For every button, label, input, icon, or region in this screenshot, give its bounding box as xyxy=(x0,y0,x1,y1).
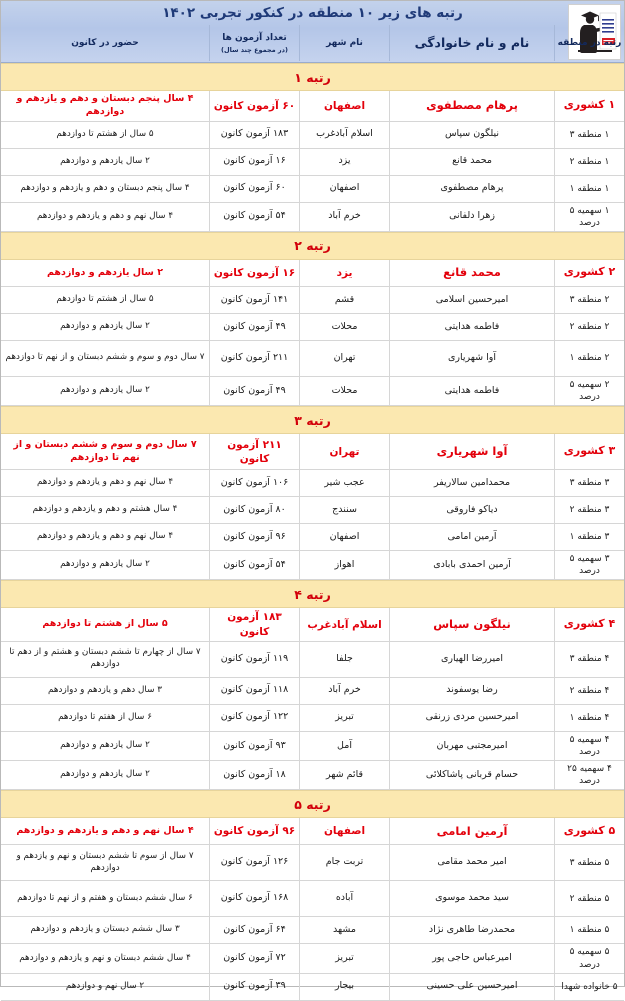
cell-exams: ۱۲۶ آزمون کانون xyxy=(209,845,299,880)
cell-city: قائم شهر xyxy=(299,761,389,789)
cell-attendance: ۷ سال از چهارم تا ششم دبستان و هشتم و از دهم تا دوازدهم xyxy=(9,647,201,670)
table-row xyxy=(1,149,624,176)
table-row xyxy=(1,341,624,377)
cell-name: نیلگون سپاس xyxy=(389,122,554,148)
cell-name: آرمین امامی xyxy=(389,818,554,844)
cell-exams: ۱۸ آزمون کانون xyxy=(209,761,299,789)
cell-attendance: ۳ سال دهم و یازدهم و دوازدهم xyxy=(48,684,162,695)
cell-attendance: ۵ سال از هشتم تا دوازدهم xyxy=(56,293,154,304)
cell-city: اصفهان xyxy=(299,818,389,844)
table-row xyxy=(1,974,624,1001)
column-header-attendance xyxy=(1,25,209,61)
cell-rank: ۴ منطقه ۱ xyxy=(554,705,624,731)
cell-city: یزد xyxy=(299,260,389,286)
table-row xyxy=(1,524,624,551)
cell-city: اصفهان xyxy=(299,176,389,202)
table-row xyxy=(1,761,624,790)
cell-rank: ۳ سهمیه ۵ درصد xyxy=(554,551,624,579)
cell-exams: ۵۴ آزمون کانون xyxy=(209,203,299,231)
cell-name: فاطمه هدایتی xyxy=(389,314,554,340)
cell-name: آوا شهریاری xyxy=(389,341,554,376)
rank-group xyxy=(1,232,624,406)
cell-attendance: ۲ سال یازدهم و دوازدهم xyxy=(60,740,150,751)
cell-name: محمدامین سالاریفر xyxy=(389,470,554,496)
cell-city: سنندج xyxy=(299,497,389,523)
cell-rank: ۵ خانواده شهدا xyxy=(554,974,624,1000)
cell-exams: ۶۰ آزمون کانون xyxy=(209,91,299,121)
cell-attendance: ۲ سال یازدهم و دوازدهم xyxy=(60,155,150,166)
cell-name: دیاکو فاروقی xyxy=(389,497,554,523)
cell-city: قشم xyxy=(299,287,389,313)
cell-rank: ۴ منطقه ۳ xyxy=(554,642,624,677)
cell-city: جلفا xyxy=(299,642,389,677)
cell-rank: ۵ منطقه ۱ xyxy=(554,917,624,943)
table-row xyxy=(1,91,624,122)
table-row xyxy=(1,917,624,944)
rank-group-band: رتبه ۵ xyxy=(1,790,624,818)
cell-attendance: ۲ سال نهم و دوازدهم xyxy=(65,980,145,991)
cell-city: خرم آباد xyxy=(299,678,389,704)
cell-rank: ۱ منطقه ۲ xyxy=(554,149,624,175)
cell-exams: ۶۴ آزمون کانون xyxy=(209,917,299,943)
cell-attendance: ۴ سال پنجم دبستان و دهم و یازدهم و دوازدهم xyxy=(16,93,194,117)
cell-city: اهواز xyxy=(299,551,389,579)
cell-exams: ۸۰ آزمون کانون xyxy=(209,497,299,523)
table-row xyxy=(1,642,624,678)
cell-rank: ۲ منطقه ۲ xyxy=(554,314,624,340)
cell-city: خرم آباد xyxy=(299,203,389,231)
cell-rank: ۱ منطقه ۱ xyxy=(554,176,624,202)
rank-group-band: رتبه ۴ xyxy=(1,580,624,608)
cell-attendance: ۴ سال هشتم و دهم و یازدهم و دوازدهم xyxy=(32,504,178,515)
cell-rank: ۵ منطقه ۲ xyxy=(554,881,624,916)
column-header-city xyxy=(299,25,389,61)
cell-name: آرمین امامی xyxy=(389,524,554,550)
cell-exams: ۵۴ آزمون کانون xyxy=(209,551,299,579)
column-header-name-label: نام و نام خانوادگی xyxy=(414,34,530,50)
cell-exams: ۲۱۱ آزمون کانون xyxy=(209,434,299,469)
rank-group xyxy=(1,63,624,232)
table-row xyxy=(1,377,624,406)
cell-exams: ۱۸۳ آزمون کانون xyxy=(209,608,299,640)
cell-exams: ۹۶ آزمون کانون xyxy=(209,524,299,550)
cell-exams: ۷۲ آزمون کانون xyxy=(209,944,299,972)
cell-name: زهرا دلفانی xyxy=(389,203,554,231)
cell-name: فاطمه هدایتی xyxy=(389,377,554,405)
cell-exams: ۹۳ آزمون کانون xyxy=(209,732,299,760)
cell-name: نیلگون سپاس xyxy=(389,608,554,640)
table-row xyxy=(1,732,624,761)
cell-attendance: ۶ سال از هفتم تا دوازدهم xyxy=(58,711,152,722)
cell-rank: ۲ کشوری xyxy=(554,260,624,286)
cell-city: تهران xyxy=(299,341,389,376)
rank-group-band: رتبه ۱ xyxy=(1,63,624,91)
cell-attendance: ۴ سال ششم دبستان و نهم و یازدهم و دوازدهم xyxy=(19,952,191,963)
cell-rank: ۱ کشوری xyxy=(554,91,624,121)
cell-rank: ۲ منطقه ۳ xyxy=(554,287,624,313)
cell-name: حسام قربانی پاشاکلائی xyxy=(389,761,554,789)
table-row xyxy=(1,287,624,314)
table-row xyxy=(1,122,624,149)
cell-attendance: ۷ سال دوم و سوم و ششم دبستان و از نهم تا دوازدهم xyxy=(13,438,197,463)
cell-name: آوا شهریاری xyxy=(389,434,554,469)
table-row xyxy=(1,881,624,917)
cell-city: بیجار xyxy=(299,974,389,1000)
table-row xyxy=(1,678,624,705)
cell-city: آمل xyxy=(299,732,389,760)
column-header-rank xyxy=(554,25,624,61)
cell-name: محمد قانع xyxy=(389,260,554,286)
cell-name: آرمین احمدی بابادی xyxy=(389,551,554,579)
cell-exams: ۱۸۳ آزمون کانون xyxy=(209,122,299,148)
cell-attendance: ۲ سال یازدهم و دوازدهم xyxy=(46,266,164,278)
cell-name: امیررضا الهیاری xyxy=(389,642,554,677)
page-title: رتبه های زیر ۱۰ منطقه در کنکور تجربی ۱۴۰۲ xyxy=(162,5,463,21)
table-row xyxy=(1,705,624,732)
column-headers xyxy=(1,25,624,61)
table-row xyxy=(1,203,624,232)
title-row xyxy=(1,1,624,25)
cell-attendance: ۴ سال نهم و دهم و یازدهم و دوازدهم xyxy=(16,824,194,836)
cell-city: عجب شیر xyxy=(299,470,389,496)
cell-city: اصفهان xyxy=(299,524,389,550)
cell-rank: ۱ سهمیه ۵ درصد xyxy=(554,203,624,231)
cell-attendance: ۵ سال از هشتم تا دوازدهم xyxy=(42,618,168,630)
table-row xyxy=(1,434,624,470)
rank-group-band: رتبه ۳ xyxy=(1,406,624,434)
cell-exams: ۱۰۶ آزمون کانون xyxy=(209,470,299,496)
cell-rank: ۴ منطقه ۲ xyxy=(554,678,624,704)
cell-exams: ۱۱۸ آزمون کانون xyxy=(209,678,299,704)
cell-rank: ۵ سهمیه ۵ درصد xyxy=(554,944,624,972)
cell-exams: ۹۶ آزمون کانون xyxy=(209,818,299,844)
column-header-name xyxy=(389,25,554,61)
cell-city: محلات xyxy=(299,314,389,340)
rank-group-band: رتبه ۲ xyxy=(1,232,624,260)
cell-rank: ۵ کشوری xyxy=(554,818,624,844)
cell-city: اصفهان xyxy=(299,91,389,121)
cell-name: امیرعباس حاجی پور xyxy=(389,944,554,972)
table-row xyxy=(1,314,624,341)
cell-exams: ۱۲۲ آزمون کانون xyxy=(209,705,299,731)
cell-city: تربت جام xyxy=(299,845,389,880)
column-header-exams xyxy=(209,25,299,61)
rank-group xyxy=(1,790,624,1000)
table-row xyxy=(1,944,624,973)
cell-name: امیر محمد مقامی xyxy=(389,845,554,880)
cell-attendance: ۲ سال یازدهم و دوازدهم xyxy=(60,320,150,331)
cell-attendance: ۴ سال نهم و دهم و یازدهم و دوازدهم xyxy=(36,477,174,488)
cell-exams: ۲۱۱ آزمون کانون xyxy=(209,341,299,376)
cell-exams: ۱۶۸ آزمون کانون xyxy=(209,881,299,916)
cell-attendance: ۴ سال پنجم دبستان و دهم و یازدهم و دوازدهم xyxy=(20,182,190,193)
cell-rank: ۲ سهمیه ۵ درصد xyxy=(554,377,624,405)
cell-rank: ۴ کشوری xyxy=(554,608,624,640)
cell-exams: ۴۹ آزمون کانون xyxy=(209,314,299,340)
table-row xyxy=(1,260,624,287)
cell-city: تبریز xyxy=(299,944,389,972)
cell-exams: ۴۹ آزمون کانون xyxy=(209,377,299,405)
cell-rank: ۳ کشوری xyxy=(554,434,624,469)
cell-attendance: ۲ سال یازدهم و دوازدهم xyxy=(60,559,150,570)
cell-rank: ۲ منطقه ۱ xyxy=(554,341,624,376)
cell-name: محمد قانع xyxy=(389,149,554,175)
cell-exams: ۱۶ آزمون کانون xyxy=(209,260,299,286)
page-header xyxy=(1,1,624,63)
cell-attendance: ۴ سال نهم و دهم و یازدهم و دوازدهم xyxy=(36,531,174,542)
column-header-rank-label: رتبه در منطقه xyxy=(557,37,622,48)
cell-name: سید محمد موسوی xyxy=(389,881,554,916)
table-row xyxy=(1,497,624,524)
cell-city: تبریز xyxy=(299,705,389,731)
cell-rank: ۴ سهمیه ۵ درصد xyxy=(554,732,624,760)
cell-city: محلات xyxy=(299,377,389,405)
cell-name: پرهام مصطفوی xyxy=(389,176,554,202)
table-row xyxy=(1,608,624,641)
cell-attendance: ۲ سال یازدهم و دوازدهم xyxy=(60,385,150,396)
cell-attendance: ۷ سال دوم و سوم و ششم دبستان و از نهم تا دوازدهم xyxy=(5,352,205,363)
cell-rank: ۳ منطقه ۲ xyxy=(554,497,624,523)
cell-attendance: ۷ سال از سوم تا ششم دبستان و نهم و یازدهم و دوازدهم xyxy=(16,851,194,873)
cell-attendance: ۴ سال نهم و دهم و یازدهم و دوازدهم xyxy=(36,210,174,221)
cell-city: یزد xyxy=(299,149,389,175)
ranking-table-body xyxy=(1,63,624,1001)
rank-group xyxy=(1,406,624,580)
column-header-exams-sublabel: (در مجموع چند سال) xyxy=(221,45,288,54)
column-header-attendance-label: حضور در کانون xyxy=(71,37,139,48)
cell-attendance: ۵ سال از هشتم تا دوازدهم xyxy=(56,128,154,139)
cell-name: امیرحسین علی حسینی xyxy=(389,974,554,1000)
column-header-exams-label: تعداد آزمون ها xyxy=(222,32,287,43)
cell-rank: ۴ سهمیه ۲۵ درصد xyxy=(554,761,624,789)
table-row xyxy=(1,818,624,845)
cell-attendance: ۶ سال ششم دبستان و هفتم و از نهم تا دوازدهم xyxy=(17,892,193,903)
table-row xyxy=(1,845,624,881)
cell-exams: ۳۹ آزمون کانون xyxy=(209,974,299,1000)
column-header-city-label: نام شهر xyxy=(326,37,363,48)
cell-name: محمدرضا طاهری نژاد xyxy=(389,917,554,943)
rank-group xyxy=(1,580,624,790)
cell-attendance: ۳ سال ششم دبستان و یازدهم و دوازدهم xyxy=(30,924,180,935)
cell-name: رضا یوسفوند xyxy=(389,678,554,704)
table-row xyxy=(1,176,624,203)
cell-rank: ۳ منطقه ۱ xyxy=(554,524,624,550)
cell-name: امیرمجتبی مهربان xyxy=(389,732,554,760)
cell-name: امیرحسین اسلامی xyxy=(389,287,554,313)
cell-rank: ۵ منطقه ۳ xyxy=(554,845,624,880)
cell-exams: ۱۶ آزمون کانون xyxy=(209,149,299,175)
cell-city: اسلام آبادغرب xyxy=(299,122,389,148)
table-row xyxy=(1,470,624,497)
cell-exams: ۶۰ آزمون کانون xyxy=(209,176,299,202)
cell-rank: ۱ منطقه ۳ xyxy=(554,122,624,148)
cell-name: امیرحسین مردی زرنقی xyxy=(389,705,554,731)
cell-city: آباده xyxy=(299,881,389,916)
cell-exams: ۱۱۹ آزمون کانون xyxy=(209,642,299,677)
cell-city: مشهد xyxy=(299,917,389,943)
cell-attendance: ۲ سال یازدهم و دوازدهم xyxy=(60,769,150,780)
cell-name: پرهام مصطفوی xyxy=(389,91,554,121)
cell-city: تهران xyxy=(299,434,389,469)
table-row xyxy=(1,551,624,580)
cell-city: اسلام آبادغرب xyxy=(299,608,389,640)
cell-rank: ۳ منطقه ۳ xyxy=(554,470,624,496)
cell-exams: ۱۴۱ آزمون کانون xyxy=(209,287,299,313)
